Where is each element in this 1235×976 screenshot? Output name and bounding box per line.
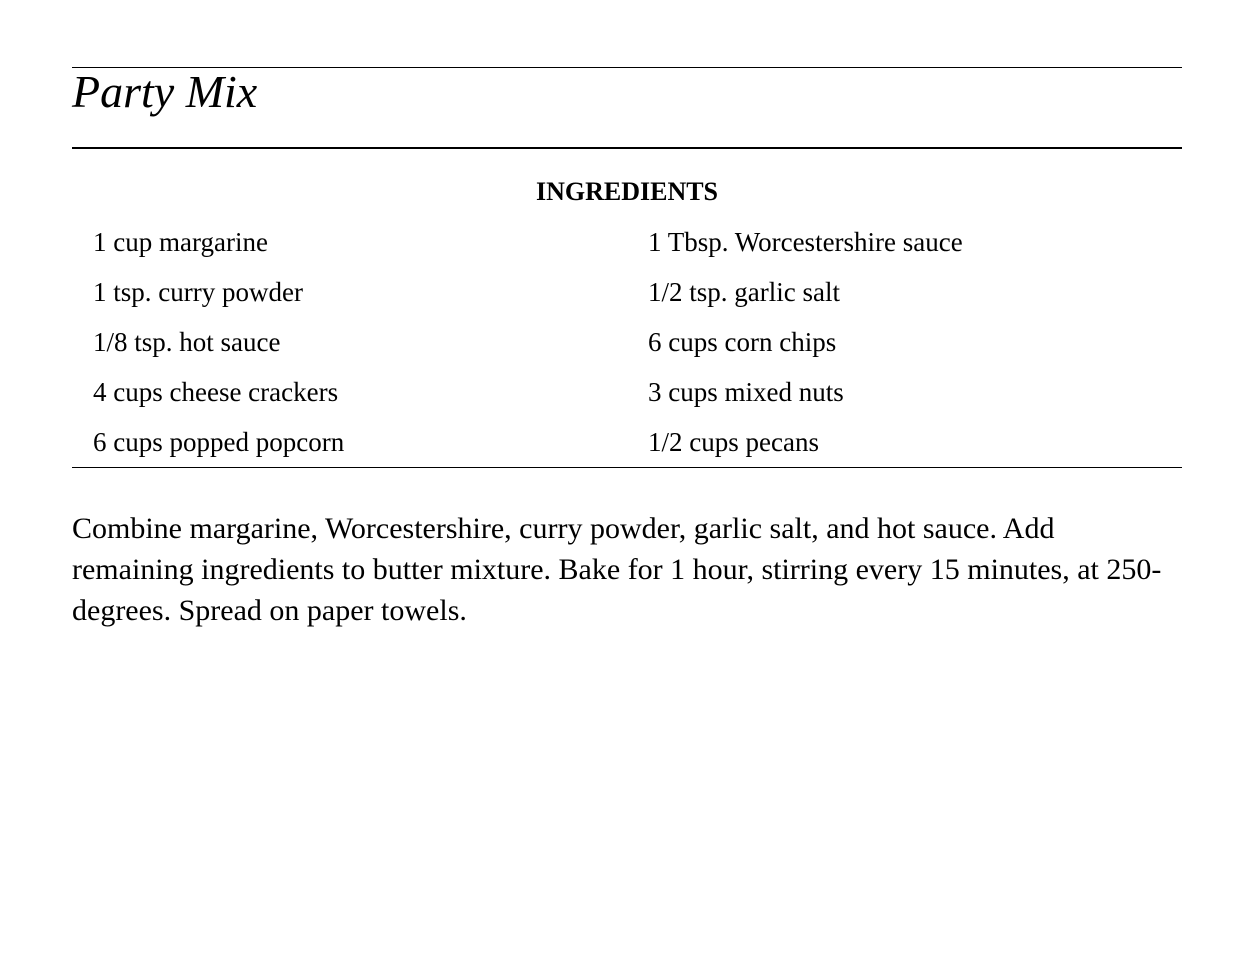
ingredient-item: 1/8 tsp. hot sauce <box>93 327 281 357</box>
ingredient-row <box>72 267 1182 317</box>
ingredient-row <box>72 417 1182 468</box>
ingredient-row <box>72 317 1182 367</box>
ingredient-item: 3 cups mixed nuts <box>648 377 844 407</box>
ingredient-row <box>72 217 1182 267</box>
ingredients-table <box>72 217 1182 468</box>
ingredient-item: 1 Tbsp. Worcestershire sauce <box>648 227 963 257</box>
ingredient-item: 1/2 cups pecans <box>648 427 819 457</box>
ingredient-item: 1 tsp. curry powder <box>93 277 303 307</box>
recipe-card <box>72 67 1182 631</box>
title-bottom-divider <box>72 147 1182 149</box>
ingredient-row <box>72 367 1182 417</box>
recipe-title: Party Mix <box>72 66 258 117</box>
recipe-instructions: Combine margarine, Worcestershire, curry powder, garlic salt, and hot sauce. Add remaining ingredients to butter mixture. Bake for 1 hour, stirring every 15 minutes, at 250-degrees. Spread on paper towels. <box>72 512 1162 627</box>
ingredient-item: 1 cup margarine <box>93 227 268 257</box>
ingredient-item: 6 cups popped popcorn <box>93 427 345 457</box>
ingredients-heading: INGREDIENTS <box>535 177 719 206</box>
ingredient-item: 1/2 tsp. garlic salt <box>648 277 840 307</box>
ingredient-item: 4 cups cheese crackers <box>93 377 339 407</box>
ingredient-item: 6 cups corn chips <box>648 327 837 357</box>
